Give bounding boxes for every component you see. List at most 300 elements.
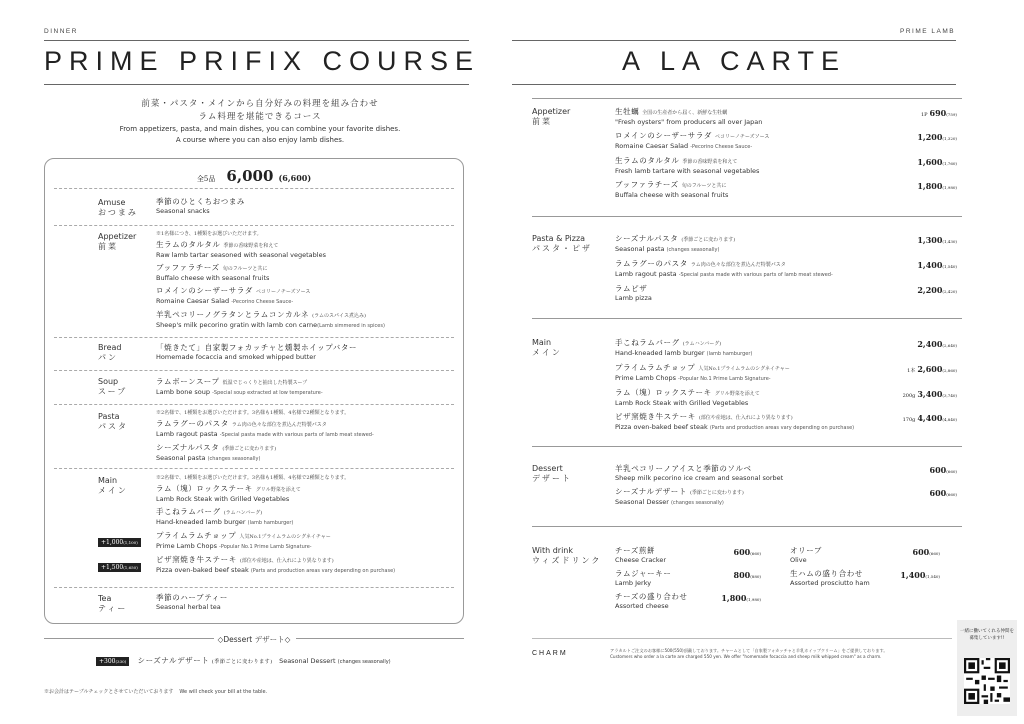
item-price xyxy=(930,465,957,475)
pasta-note: ※2名様で、1種類をお選びいただけます。3名様も1種類、4名様で2種類となります。 xyxy=(156,410,350,416)
dessert-en-sub: (changes seasonally) xyxy=(337,659,391,665)
item-en-sub: (Lamb simmered in spices) xyxy=(317,323,385,329)
price-tax: (1,430) xyxy=(942,239,957,244)
item-en: Raw lamb tartar seasoned with seasonal vegetables xyxy=(156,251,326,259)
item-en: Lamb Rock Steak with Grilled Vegetables xyxy=(615,399,749,407)
course-price xyxy=(44,166,464,185)
price-prefix: 200g xyxy=(902,393,916,399)
charm-en: Customers who order a la carte are charged 550 yen. We offer "homemade focaccia and sheep milk whipped cream" as a charm. xyxy=(610,654,882,659)
drink-column-1 xyxy=(615,546,761,615)
amuse-items xyxy=(156,197,456,219)
item-jp: プライムラムチョップ xyxy=(615,363,696,372)
upcharge-tax: (1,650) xyxy=(123,565,138,570)
dessert-badge-tax: (330) xyxy=(115,659,127,664)
item-jp-sub: グリル野菜を添えて xyxy=(255,487,301,493)
main-items xyxy=(156,474,456,579)
price-value: 2,600 xyxy=(917,364,943,374)
price-value: 2,200 xyxy=(917,285,943,295)
appetizer-category xyxy=(532,107,570,127)
dessert-en: Dessert xyxy=(532,464,563,473)
item-jp: シーズナルデザート xyxy=(615,487,687,496)
pasta-category xyxy=(532,234,592,254)
menu-item xyxy=(615,259,957,279)
section-divider xyxy=(532,526,962,527)
item-en-sub: (lamb hamburger) xyxy=(706,351,753,357)
item-en-sub: -Popular No.1 Prime Lamb Signature- xyxy=(219,544,312,550)
drink-category xyxy=(532,546,601,566)
soup-items xyxy=(156,377,456,401)
pasta-category xyxy=(98,412,128,432)
price-tax: (759) xyxy=(946,112,957,117)
price-tax: (880) xyxy=(750,574,761,579)
price-value: 3,400 xyxy=(917,389,943,399)
appetizer-note: ※1名様につき、1種類をお選びいただけます。 xyxy=(156,231,262,237)
top-rule xyxy=(512,40,956,41)
item-jp: 手こねラムバーグ xyxy=(615,338,680,347)
item-en: Sheep milk pecorino ice cream and seasonal sorbet xyxy=(615,474,784,482)
main-en: Main xyxy=(98,476,118,485)
item-jp: チーズ煎餅 xyxy=(615,546,656,555)
item-price xyxy=(917,132,957,142)
dinner-tag: DINNER xyxy=(44,28,78,35)
price-value: 600 xyxy=(929,488,947,498)
price-tax: (660) xyxy=(750,551,761,556)
footnote-en: We will check your bill at the table. xyxy=(179,689,268,695)
item-jp: チーズの盛り合わせ xyxy=(615,592,688,601)
item-price xyxy=(734,547,761,557)
menu-item xyxy=(615,180,957,199)
item-jp: ロメインのシーザーサラダ xyxy=(615,131,712,140)
menu-item xyxy=(790,569,940,587)
soup-category xyxy=(98,377,127,397)
price-tax: (660) xyxy=(946,492,957,497)
item-en-sub: (changes seasonally) xyxy=(666,247,720,253)
item-en: Seasonal pasta xyxy=(615,245,665,253)
amuse-category xyxy=(98,198,138,218)
dessert-badge xyxy=(96,657,129,666)
item-en-sub: -Special soup extracted at low temperature- xyxy=(212,390,323,396)
menu-item xyxy=(156,507,456,527)
item-jp-sub: (ラムハンバーグ) xyxy=(223,510,263,516)
appetizer-en: Appetizer xyxy=(532,107,571,116)
item-en: Buffala cheese with seasonal fruits xyxy=(615,191,729,199)
appetizer-jp: 前菜 xyxy=(98,242,118,251)
course-intro xyxy=(40,98,480,146)
item-en: Hand-kneaded lamb burger xyxy=(615,349,705,357)
menu-item xyxy=(156,443,456,463)
item-jp: 羊乳ペコリーノアイスと季節のソルベ xyxy=(615,464,752,473)
main-en: Main xyxy=(532,338,552,347)
item-en: Lamb ragout pasta xyxy=(156,430,218,438)
course-price-value: 6,000 xyxy=(226,167,274,185)
menu-item xyxy=(615,412,957,432)
price-value: 1,800 xyxy=(917,181,943,191)
dessert-badge-value: +300 xyxy=(99,658,116,665)
item-en: Hand-kneaded lamb burger xyxy=(156,518,246,526)
price-tax: (4,840) xyxy=(942,417,957,422)
item-jp: ラムラグーのパスタ xyxy=(615,259,688,268)
section-divider xyxy=(54,370,454,371)
main-category xyxy=(532,338,562,358)
main-note: ※2名様で、1種類をお選びいただけます。3名様も1種類、4名様で2種類となります。 xyxy=(156,475,350,481)
item-price xyxy=(913,547,940,557)
menu-item xyxy=(615,464,957,482)
item-jp-sub: (ラムのスパイス煮込み) xyxy=(312,313,366,319)
menu-item xyxy=(156,555,456,575)
item-jp: 「焼きたて」自家製フォカッチャと燻製ホイップバター xyxy=(156,343,358,352)
main-items xyxy=(615,338,957,437)
menu-item xyxy=(156,484,456,503)
section-divider xyxy=(532,446,962,447)
appetizer-jp: 前菜 xyxy=(532,117,552,126)
menu-item xyxy=(156,197,456,215)
item-jp: 季節のひとくちおつまみ xyxy=(156,197,246,206)
bill-footnote xyxy=(44,688,267,695)
item-jp-sub: グリル野菜を添えて xyxy=(714,391,760,397)
drink-en: With drink xyxy=(532,546,573,555)
pasta-items xyxy=(615,234,957,307)
dessert-en: Seasonal Dessert xyxy=(279,657,336,665)
menu-item xyxy=(615,131,957,151)
menu-item xyxy=(156,343,456,361)
item-en: Seasonal snacks xyxy=(156,207,210,215)
item-en: Homemade focaccia and smoked whipped butter xyxy=(156,353,316,361)
charm-label: CHARM xyxy=(532,650,568,657)
price-tax: (1,980) xyxy=(942,185,957,190)
bread-en: Bread xyxy=(98,343,122,352)
item-jp-sub: 人気No.1プライムラムのシグネイチャー xyxy=(698,366,790,372)
section-divider xyxy=(54,468,454,469)
dessert-category xyxy=(532,464,572,484)
dessert-jp: シーズナルデザート xyxy=(137,656,210,665)
tea-items xyxy=(156,593,456,615)
price-value: 600 xyxy=(733,547,751,557)
item-en: Sheep's milk pecorino gratin with lamb con carne xyxy=(156,321,318,329)
item-jp: オリーブ xyxy=(790,546,823,555)
item-en: Assorted cheese xyxy=(615,602,669,610)
item-en: Seasonal pasta xyxy=(156,454,206,462)
menu-item xyxy=(615,546,761,564)
price-prefix: 1本 xyxy=(907,368,916,374)
drink-column-2 xyxy=(790,546,940,592)
pasta-jp: パスタ・ピザ xyxy=(532,244,592,253)
item-jp: 生ハムの盛り合わせ xyxy=(790,569,863,578)
item-jp: ラムピザ xyxy=(615,284,648,293)
price-value: 800 xyxy=(733,570,751,580)
item-en: Romaine Caesar Salad xyxy=(156,297,230,305)
item-en: Olive xyxy=(790,556,807,564)
section-divider xyxy=(54,188,454,189)
intro-jp-2: ラム料理を堪能できるコース xyxy=(198,112,322,122)
drink-jp: ウィズドリンク xyxy=(532,556,602,565)
appetizer-items xyxy=(615,107,957,204)
section-divider xyxy=(532,318,962,319)
main-jp: メイン xyxy=(532,348,562,357)
item-en-sub: (Parts and production areas vary depending on purchase) xyxy=(250,568,396,574)
item-price xyxy=(930,488,957,498)
menu-item xyxy=(156,310,456,330)
item-en-sub: -Special pasta made with various parts of lamb meat stewed- xyxy=(219,432,374,438)
item-jp: ラム（塊）ロックステーキ xyxy=(615,388,712,397)
item-jp-sub: 人気No.1プライムラムのシグネイチャー xyxy=(239,534,331,540)
item-jp: 生牡蠣 xyxy=(615,107,640,116)
pasta-items xyxy=(156,409,456,467)
price-value: 1,800 xyxy=(721,593,747,603)
item-jp-sub: 季節の香味野菜を和えて xyxy=(223,243,279,249)
item-en: Cheese Cracker xyxy=(615,556,667,564)
item-price xyxy=(903,389,957,399)
upcharge-badge xyxy=(98,538,141,547)
item-jp: 手こねラムバーグ xyxy=(156,507,221,516)
item-jp: ピザ窯焼き牛ステーキ xyxy=(615,412,696,421)
prime-lamb-tag: PRIME LAMB xyxy=(900,28,956,35)
item-price xyxy=(917,285,957,295)
menu-item xyxy=(156,240,456,259)
item-jp-sub: ラム肉の色々な部位を煮込んだ特製パスタ xyxy=(231,422,327,428)
appetizer-category xyxy=(98,232,136,252)
price-prefix: 170g xyxy=(902,417,916,423)
item-jp-sub: 低温でじっくりと抽出した特製スープ xyxy=(222,380,308,386)
item-jp: ピザ窯焼き牛ステーキ xyxy=(156,555,237,564)
item-jp: 生ラムのタルタル xyxy=(615,156,680,165)
section-divider xyxy=(532,216,962,217)
tea-category xyxy=(98,594,127,614)
title-rule xyxy=(44,84,469,85)
item-jp: ラムボーンスープ xyxy=(156,377,220,386)
item-jp: ラムラグーのパスタ xyxy=(156,419,229,428)
price-tax: (1,760) xyxy=(942,161,957,166)
item-price xyxy=(903,413,957,423)
dessert-rule-right xyxy=(296,638,464,639)
appetizer-en: Appetizer xyxy=(98,232,137,241)
item-en-sub: -Pecorino Cheese Sauce- xyxy=(690,144,753,150)
recruit-text: 一緒に働いてくれる仲間を募集しています!! xyxy=(960,629,1014,641)
a-la-carte-page xyxy=(512,0,1024,724)
item-jp: 羊乳ペコリーノグラタンとラムコンカルネ xyxy=(156,310,310,319)
main-category xyxy=(98,476,128,496)
item-jp-sub: (ラムハンバーグ) xyxy=(682,341,722,347)
dessert-row xyxy=(96,656,391,667)
menu-item xyxy=(615,363,957,383)
item-jp: ブッファラチーズ xyxy=(615,180,679,189)
charm-jp: アラカルトご注文のお客様に500(550)頂戴しております。チャームとして「自家製フォカッチャと羊乳ホイップクリーム」をご提供しております。 xyxy=(610,648,888,653)
dessert-label: ◇Dessert デザート◇ xyxy=(217,635,291,644)
upcharge-tax: (1,100) xyxy=(123,540,138,545)
intro-en-2: A course where you can also enjoy lamb dishes. xyxy=(175,136,345,144)
item-price xyxy=(917,235,957,245)
soup-jp: スープ xyxy=(98,387,128,396)
dessert-jp-sub: (季節ごとに変わります) xyxy=(211,659,273,665)
price-value: 1,400 xyxy=(917,260,943,270)
charm-rule xyxy=(532,638,952,639)
item-en: Pizza oven-baked beef steak xyxy=(615,423,708,431)
upcharge-value: +1,000 xyxy=(101,539,124,546)
item-en-sub: -Popular No.1 Prime Lamb Signature- xyxy=(678,376,771,382)
item-jp: ラム（塊）ロックステーキ xyxy=(156,484,253,493)
menu-item xyxy=(615,156,957,175)
price-tax: (3,740) xyxy=(942,393,957,398)
item-jp-sub: ペコリーノチーズソース xyxy=(714,134,770,140)
section-divider xyxy=(54,404,454,405)
amuse-en: Amuse xyxy=(98,198,126,207)
price-value: 1,200 xyxy=(917,132,943,142)
item-jp: 生ラムのタルタル xyxy=(156,240,221,249)
bread-category xyxy=(98,343,122,363)
price-tax: (660) xyxy=(929,551,940,556)
price-tax: (660) xyxy=(946,469,957,474)
item-en: Pizza oven-baked beef steak xyxy=(156,566,249,574)
intro-jp-1: 前菜・パスタ・メインから自分好みの料理を組み合わせ xyxy=(141,99,379,109)
price-value: 600 xyxy=(912,547,930,557)
price-tax: (1,540) xyxy=(925,574,940,579)
main-jp: メイン xyxy=(98,486,128,495)
item-jp: シーズナルパスタ xyxy=(156,443,220,452)
item-en: Lamb bone soup xyxy=(156,388,211,396)
item-jp-sub: (季節ごとに変わります) xyxy=(222,446,277,452)
price-tax: (1,540) xyxy=(942,264,957,269)
footnote-jp: ※お会計はテーブルチェックとさせていただいております xyxy=(44,689,174,695)
item-jp-sub: 全国の生産者から届く、新鮮な生牡蠣 xyxy=(642,110,728,116)
price-value: 4,400 xyxy=(917,413,943,423)
price-tax: (1,980) xyxy=(746,597,761,602)
pasta-en: Pasta & Pizza xyxy=(532,234,586,243)
menu-item xyxy=(615,107,957,126)
course-count: 全5品 xyxy=(196,175,216,183)
price-tax: (2,420) xyxy=(942,289,957,294)
item-price xyxy=(917,260,957,270)
item-en: Lamb Rock Steak with Grilled Vegetables xyxy=(156,495,290,503)
item-en: Buffalo cheese with seasonal fruits xyxy=(156,274,270,282)
item-jp: ラムジャーキー xyxy=(615,569,672,578)
item-jp-sub: ペコリーノチーズソース xyxy=(255,289,311,295)
item-jp-sub: (部位や産地は、仕入れにより異なります) xyxy=(698,415,793,421)
dessert-label-text: Dessert デザート xyxy=(223,635,285,644)
upcharge-badge xyxy=(98,563,141,572)
menu-item xyxy=(156,593,456,611)
menu-item xyxy=(156,531,456,551)
section-divider xyxy=(54,587,454,588)
item-price xyxy=(734,570,761,580)
item-price xyxy=(917,339,957,349)
item-jp-sub: 季節の香味野菜を和えて xyxy=(682,159,738,165)
menu-item xyxy=(615,284,957,302)
item-en: Prime Lamb Chops xyxy=(615,374,676,382)
item-en: Lamb Jerky xyxy=(615,579,652,587)
menu-item xyxy=(156,377,456,397)
item-en: Romaine Caesar Salad xyxy=(615,142,689,150)
item-jp: 季節のハーブティー xyxy=(156,593,228,602)
upcharge-value: +1,500 xyxy=(101,564,124,571)
item-jp-sub: (季節ごとに変わります) xyxy=(689,490,744,496)
item-jp-sub: (季節ごとに変わります) xyxy=(681,237,736,243)
dessert-jp: デザート xyxy=(532,474,572,483)
item-en: "Fresh oysters" from producers all over Japan xyxy=(615,118,763,126)
menu-item xyxy=(790,546,940,564)
item-price xyxy=(917,157,957,167)
soup-en: Soup xyxy=(98,377,119,386)
a-la-carte-title: A LA CARTE xyxy=(621,46,847,76)
price-value: 600 xyxy=(929,465,947,475)
price-value: 2,400 xyxy=(917,339,943,349)
section-divider xyxy=(532,98,962,99)
item-jp-sub: 旬のフルーツと共に xyxy=(222,266,268,272)
item-jp: シーズナルパスタ xyxy=(615,234,679,243)
item-en-sub: -Special pasta made with various parts of lamb meat stewed- xyxy=(678,272,833,278)
bread-jp: パン xyxy=(98,353,118,362)
title-rule xyxy=(512,84,956,85)
menu-item xyxy=(156,419,456,439)
item-jp: プライムラムチョップ xyxy=(156,531,237,540)
item-en: Lamb ragout pasta xyxy=(615,270,677,278)
course-price-tax: (6,600) xyxy=(278,173,312,183)
menu-item xyxy=(156,286,456,306)
menu-item xyxy=(615,388,957,407)
item-en: Prime Lamb Chops xyxy=(156,542,217,550)
item-jp: ロメインのシーザーサラダ xyxy=(156,286,253,295)
dessert-items xyxy=(615,464,957,512)
item-en: Assorted prosciutto ham xyxy=(790,579,870,587)
item-price xyxy=(900,570,940,580)
item-jp: ブッファラチーズ xyxy=(156,263,220,272)
price-value: 1,400 xyxy=(900,570,926,580)
intro-en-1: From appetizers, pasta, and main dishes, you can combine your favorite dishes. xyxy=(119,125,401,133)
item-price xyxy=(907,364,957,374)
item-price xyxy=(921,108,957,118)
price-value: 690 xyxy=(929,108,947,118)
tea-en: Tea xyxy=(98,594,112,603)
item-en-sub: (changes seasonally) xyxy=(207,456,261,462)
appetizer-items xyxy=(156,230,456,334)
menu-item xyxy=(615,338,957,358)
item-en-sub: (changes seasonally) xyxy=(670,500,724,506)
item-en: Lamb pizza xyxy=(615,294,652,302)
charm-description xyxy=(610,648,950,660)
item-price xyxy=(917,181,957,191)
item-jp-sub: ラム肉の色々な部位を煮込んだ特製パスタ xyxy=(690,262,786,268)
tea-jp: ティー xyxy=(98,604,128,613)
section-divider xyxy=(54,225,454,226)
item-en-sub: (lamb hamburger) xyxy=(247,520,294,526)
item-jp-sub: 旬のフルーツと共に xyxy=(681,183,727,189)
price-tax: (2,860) xyxy=(942,368,957,373)
bread-items xyxy=(156,343,456,365)
price-value: 1,600 xyxy=(917,157,943,167)
prifix-title: PRIME PRIFIX COURSE xyxy=(44,46,481,76)
pasta-en: Pasta xyxy=(98,412,120,421)
price-prefix: 1P xyxy=(920,112,928,118)
amuse-jp: おつまみ xyxy=(98,208,138,217)
menu-item xyxy=(615,234,957,254)
item-jp-sub: (部位や産地は、仕入れにより異なります) xyxy=(239,558,334,564)
menu-item xyxy=(156,263,456,282)
item-price xyxy=(721,593,761,603)
item-en-sub: -Pecorino Cheese Sauce- xyxy=(231,299,294,305)
price-value: 1,300 xyxy=(917,235,943,245)
item-en: Fresh lamb tartare with seasonal vegetables xyxy=(615,167,760,175)
price-tax: (1,320) xyxy=(942,136,957,141)
menu-item xyxy=(615,487,957,507)
menu-item xyxy=(615,592,761,610)
item-en-sub: (Parts and production areas vary depending on purchase) xyxy=(709,425,855,431)
qr-code-icon[interactable] xyxy=(964,658,1010,704)
item-en: Seasonal herbal tea xyxy=(156,603,221,611)
menu-item xyxy=(615,569,761,587)
section-divider xyxy=(54,337,454,338)
item-en: Seasonal Desser xyxy=(615,498,669,506)
top-rule xyxy=(44,40,469,41)
pasta-jp: パスタ xyxy=(98,422,128,431)
price-tax: (2,640) xyxy=(942,343,957,348)
